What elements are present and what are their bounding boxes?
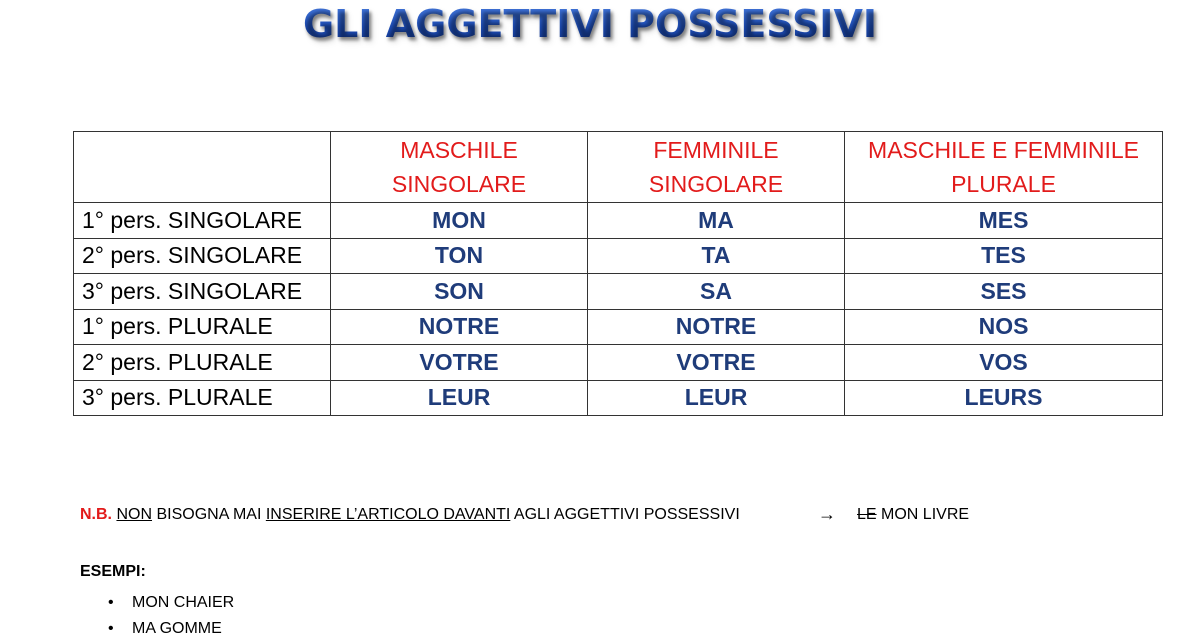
value-cell: TA [588, 238, 845, 274]
value-cell: TES [845, 238, 1163, 274]
list-item-text: MON CHAIER [132, 594, 235, 611]
table-row [74, 380, 1163, 416]
examples-heading: ESEMPI: [80, 563, 146, 580]
possessive-adjectives-table [73, 131, 1163, 416]
list-item [108, 590, 234, 616]
value-cell: SES [845, 274, 1163, 310]
example-phrase [857, 506, 969, 524]
bullet-icon: • [108, 594, 114, 611]
value-cell: NOTRE [588, 309, 845, 345]
value-cell: MA [588, 203, 845, 239]
header-masculine-singular [331, 132, 588, 203]
value-cell: NOS [845, 309, 1163, 345]
table-header-row [74, 132, 1163, 203]
note-underlined-phrase: INSERIRE L’ARTICOLO DAVANTI [265, 506, 511, 523]
list-item [108, 616, 234, 642]
example-phrase-text: MON LIVRE [881, 506, 970, 523]
person-cell: 2° pers. PLURALE [74, 345, 331, 381]
header-line: SINGOLARE [391, 171, 527, 197]
header-line: FEMMINILE [653, 137, 779, 163]
empty-corner-cell [74, 132, 331, 203]
table-row [74, 345, 1163, 381]
note-text: AGLI AGGETTIVI POSSESSIVI [513, 506, 740, 523]
value-cell: TON [331, 238, 588, 274]
header-line: PLURALE [951, 171, 1056, 197]
person-cell: 2° pers. SINGOLARE [74, 238, 331, 274]
bullet-icon: • [108, 620, 114, 637]
person-cell: 1° pers. PLURALE [74, 309, 331, 345]
header-line: MASCHILE [400, 137, 518, 163]
value-cell: VOTRE [331, 345, 588, 381]
table-row [74, 274, 1163, 310]
table-row [74, 238, 1163, 274]
examples-list [108, 590, 234, 642]
note-underlined-non: NON [116, 506, 153, 523]
person-cell: 3° pers. SINGOLARE [74, 274, 331, 310]
struck-article: LE [857, 506, 877, 523]
value-cell: LEURS [845, 380, 1163, 416]
right-arrow-icon: → [818, 504, 836, 524]
header-feminine-singular [588, 132, 845, 203]
header-plural [845, 132, 1163, 203]
value-cell: SON [331, 274, 588, 310]
table-row [74, 203, 1163, 239]
header-line: SINGOLARE [648, 171, 784, 197]
value-cell: VOS [845, 345, 1163, 381]
value-cell: VOTRE [588, 345, 845, 381]
value-cell: SA [588, 274, 845, 310]
page-title: GLI AGGETTIVI POSSESSIVI [0, 2, 1180, 46]
nb-note [80, 506, 740, 524]
list-item-text: MA GOMME [132, 620, 222, 637]
person-cell: 3° pers. PLURALE [74, 380, 331, 416]
table-row [74, 309, 1163, 345]
value-cell: MON [331, 203, 588, 239]
header-line: MASCHILE E FEMMINILE [868, 137, 1139, 163]
value-cell: MES [845, 203, 1163, 239]
person-cell: 1° pers. SINGOLARE [74, 203, 331, 239]
note-text: BISOGNA MAI [156, 506, 262, 523]
value-cell: LEUR [331, 380, 588, 416]
value-cell: NOTRE [331, 309, 588, 345]
nb-label: N.B. [80, 506, 112, 523]
value-cell: LEUR [588, 380, 845, 416]
